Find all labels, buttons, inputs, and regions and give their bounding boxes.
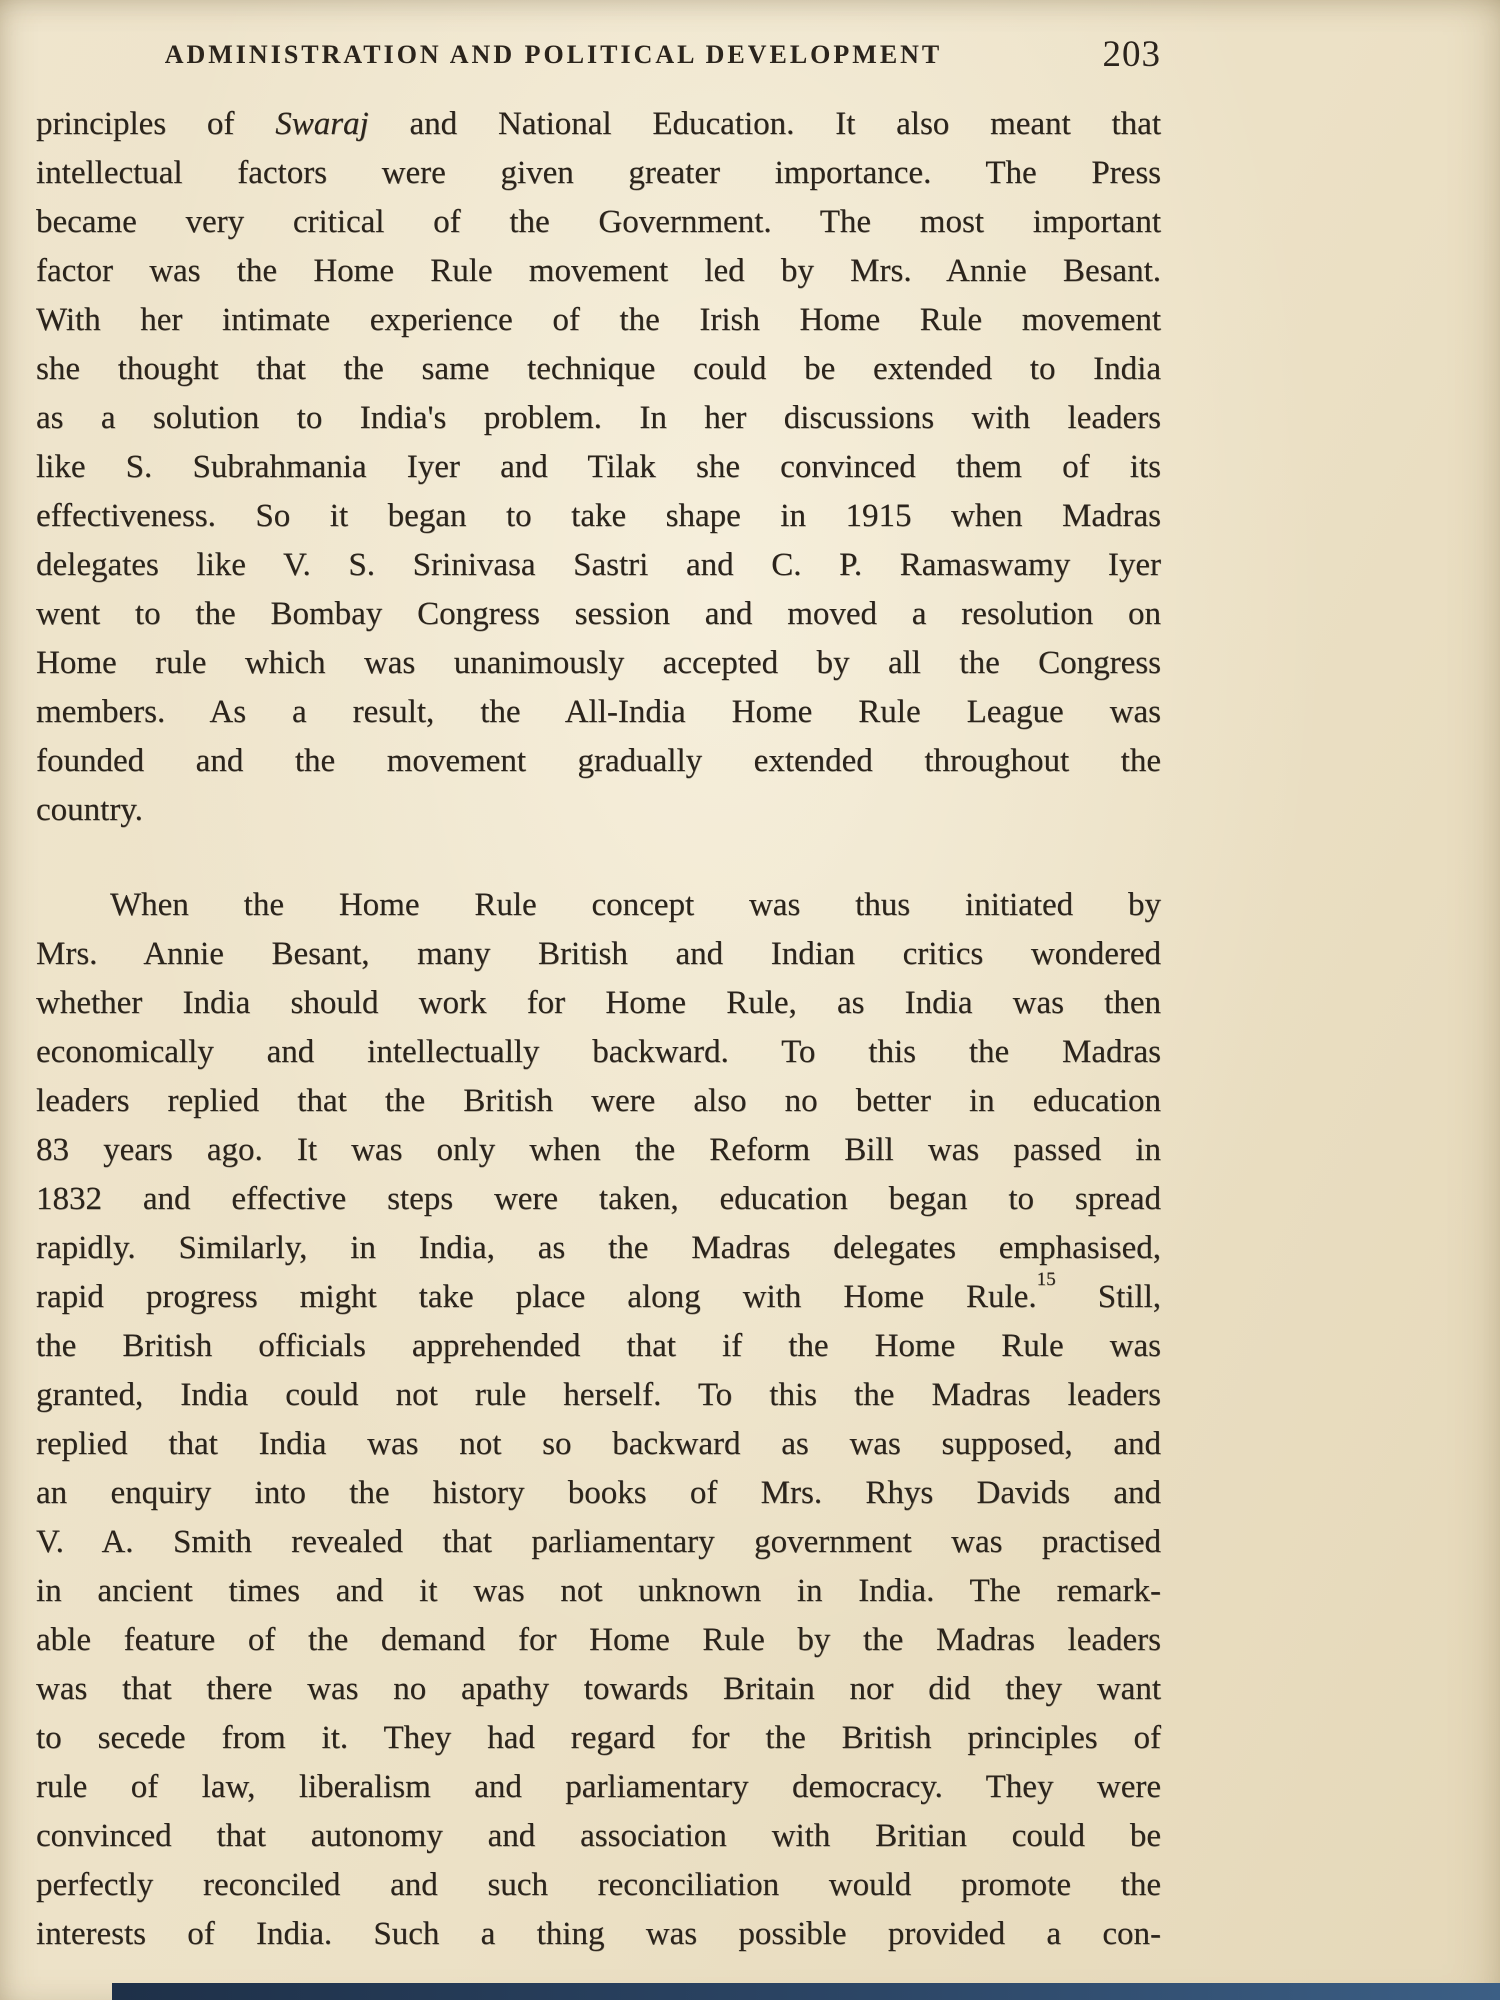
text-run: principles of bbox=[36, 106, 276, 142]
text-line bbox=[36, 737, 1161, 786]
text-run: delegates like V. S. Srinivasa Sastri and C. P. Ramaswamy Iyer bbox=[36, 547, 1161, 583]
text-line bbox=[36, 1175, 1161, 1224]
text-run: interests of India. Such a thing was possible provided a con- bbox=[36, 1916, 1161, 1952]
text-line bbox=[36, 639, 1161, 688]
text-line bbox=[36, 198, 1161, 247]
text-line bbox=[36, 149, 1161, 198]
page-header bbox=[36, 34, 1161, 92]
text-line bbox=[36, 541, 1161, 590]
text-run: rapid progress might take place along with Home Rule. bbox=[36, 1279, 1037, 1315]
text-line bbox=[36, 1077, 1161, 1126]
text-run: economically and intellectually backward. To this the Madras bbox=[36, 1034, 1161, 1070]
text-line bbox=[36, 1469, 1161, 1518]
text-line bbox=[36, 1763, 1161, 1812]
paragraph bbox=[36, 881, 1161, 1959]
page-number: 203 bbox=[1102, 34, 1161, 75]
text-run: leaders replied that the British were also no better in education bbox=[36, 1083, 1161, 1119]
text-run: an enquiry into the history books of Mrs. Rhys Davids and bbox=[36, 1475, 1161, 1511]
text-run: in ancient times and it was not unknown in India. The remark- bbox=[36, 1573, 1161, 1609]
text-run: to secede from it. They had regard for the British principles of bbox=[36, 1720, 1161, 1756]
text-run: With her intimate experience of the Irish Home Rule movement bbox=[36, 302, 1161, 338]
text-run: she thought that the same technique could be extended to India bbox=[36, 351, 1161, 387]
text-line bbox=[36, 443, 1161, 492]
text-run: rapidly. Similarly, in India, as the Madras delegates emphasised, bbox=[36, 1230, 1161, 1266]
footnote-marker: 15 bbox=[1036, 1269, 1056, 1291]
text-line bbox=[36, 688, 1161, 737]
text-run: country. bbox=[36, 792, 143, 828]
text-run: replied that India was not so backward as was supposed, and bbox=[36, 1426, 1161, 1462]
text-run: became very critical of the Government. The most important bbox=[36, 204, 1161, 240]
text-line bbox=[36, 394, 1161, 443]
text-run: went to the Bombay Congress session and moved a resolution on bbox=[36, 596, 1161, 632]
text-line bbox=[36, 1028, 1161, 1077]
text-line bbox=[36, 296, 1161, 345]
italic-text: Swaraj bbox=[275, 106, 369, 142]
text-run: perfectly reconciled and such reconciliation would promote the bbox=[36, 1867, 1161, 1903]
text-line bbox=[36, 1714, 1161, 1763]
text-run: was that there was no apathy towards Britain nor did they want bbox=[36, 1671, 1161, 1707]
text-line bbox=[36, 1567, 1161, 1616]
text-line bbox=[36, 1224, 1161, 1273]
text-run: V. A. Smith revealed that parliamentary government was practised bbox=[36, 1524, 1161, 1560]
text-run: 1832 and effective steps were taken, education began to spread bbox=[36, 1181, 1161, 1217]
text-line bbox=[36, 1910, 1161, 1959]
text-run: When the Home Rule concept was thus initiated by bbox=[110, 887, 1161, 923]
text-line bbox=[36, 247, 1161, 296]
text-run: founded and the movement gradually extended throughout the bbox=[36, 743, 1161, 779]
text-line bbox=[36, 1322, 1161, 1371]
text-line bbox=[36, 1616, 1161, 1665]
text-line bbox=[36, 492, 1161, 541]
text-run: and National Education. It also meant that bbox=[368, 106, 1161, 142]
scan-edge-strip bbox=[112, 1983, 1500, 2000]
text-run: able feature of the demand for Home Rule by the Madras leaders bbox=[36, 1622, 1161, 1658]
text-line bbox=[36, 100, 1161, 149]
text-run: members. As a result, the All-India Home Rule League was bbox=[36, 694, 1161, 730]
text-run: the British officials apprehended that if the Home Rule was bbox=[36, 1328, 1161, 1364]
page-body bbox=[36, 100, 1161, 1959]
text-run: whether India should work for Home Rule, as India was then bbox=[36, 985, 1161, 1021]
text-line bbox=[36, 881, 1161, 930]
text-run: 83 years ago. It was only when the Reform Bill was passed in bbox=[36, 1132, 1161, 1168]
text-line bbox=[36, 590, 1161, 639]
text-run: like S. Subrahmania Iyer and Tilak she convinced them of its bbox=[36, 449, 1161, 485]
text-line bbox=[36, 1269, 1162, 1322]
text-line bbox=[36, 786, 1161, 835]
text-line bbox=[36, 1812, 1161, 1861]
text-line bbox=[36, 1126, 1161, 1175]
text-line bbox=[36, 979, 1161, 1028]
text-line bbox=[36, 1518, 1161, 1567]
text-line bbox=[36, 1420, 1161, 1469]
text-run: effectiveness. So it began to take shape in 1915 when Madras bbox=[36, 498, 1161, 534]
text-run: factor was the Home Rule movement led by Mrs. Annie Besant. bbox=[36, 253, 1161, 289]
text-line bbox=[36, 930, 1161, 979]
paragraph bbox=[36, 100, 1161, 835]
text-run: as a solution to India's problem. In her discussions with leaders bbox=[36, 400, 1161, 436]
text-line bbox=[36, 1665, 1161, 1714]
text-line bbox=[36, 1861, 1161, 1910]
text-run: Mrs. Annie Besant, many British and Indian critics wondered bbox=[36, 936, 1161, 972]
text-run: granted, India could not rule herself. To this the Madras leaders bbox=[36, 1377, 1161, 1413]
text-run: convinced that autonomy and association with Britian could be bbox=[36, 1818, 1161, 1854]
text-run: intellectual factors were given greater importance. The Press bbox=[36, 155, 1161, 191]
running-title: ADMINISTRATION AND POLITICAL DEVELOPMENT bbox=[164, 40, 943, 69]
text-run: Still, bbox=[1055, 1279, 1162, 1315]
text-run: Home rule which was unanimously accepted by all the Congress bbox=[36, 645, 1161, 681]
text-line bbox=[36, 345, 1161, 394]
text-run: rule of law, liberalism and parliamentary democracy. They were bbox=[36, 1769, 1161, 1805]
text-line bbox=[36, 1371, 1161, 1420]
